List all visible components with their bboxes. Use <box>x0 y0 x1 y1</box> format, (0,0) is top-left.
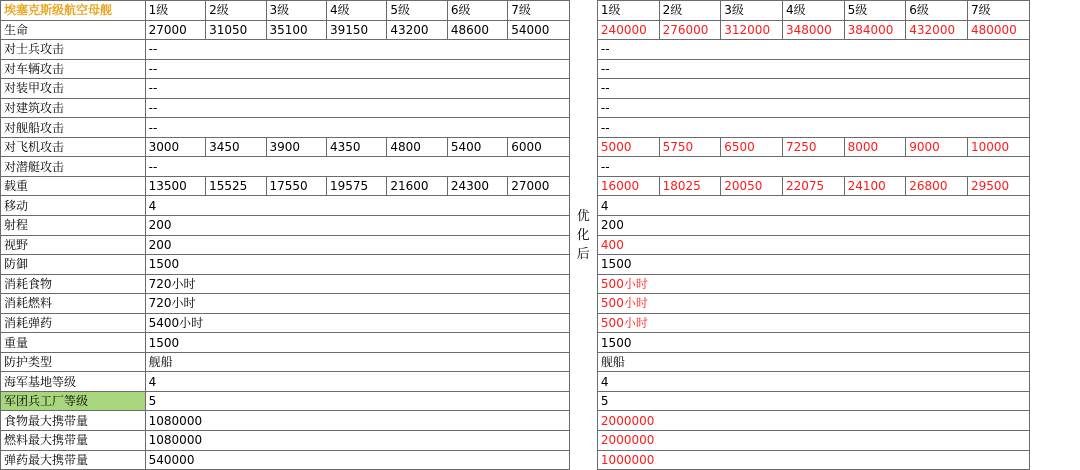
stat-value-right[interactable]: -- <box>597 59 1029 79</box>
level-header-left[interactable]: 1级 <box>145 1 205 21</box>
stat-label[interactable]: 消耗弹药 <box>1 313 146 333</box>
stat-value-left[interactable]: -- <box>145 59 569 79</box>
stat-label[interactable]: 消耗燃料 <box>1 294 146 314</box>
stat-value-right[interactable]: 舰船 <box>597 352 1029 372</box>
stat-label[interactable]: 燃料最大携带量 <box>1 431 146 451</box>
stat-value-right[interactable]: -- <box>597 79 1029 99</box>
stat-value-left[interactable]: -- <box>145 118 569 138</box>
stat-value-left[interactable]: 1500 <box>145 255 569 275</box>
stat-value-right[interactable]: 2000000 <box>597 431 1029 451</box>
stat-label[interactable]: 射程 <box>1 216 146 236</box>
level-header-right[interactable]: 3级 <box>721 1 783 21</box>
stat-row <box>1 255 1080 275</box>
stat-value-left[interactable]: -- <box>145 40 569 60</box>
stat-value-left[interactable]: 6000 <box>508 137 569 157</box>
stat-label[interactable]: 防护类型 <box>1 352 146 372</box>
stat-value-right[interactable]: 5750 <box>659 137 721 157</box>
stat-value-left[interactable]: 39150 <box>326 20 386 40</box>
stat-value-right[interactable]: 1500 <box>597 255 1029 275</box>
stat-value-left[interactable]: 17550 <box>266 176 326 196</box>
stat-value-right[interactable]: 6500 <box>721 137 783 157</box>
stat-value-left[interactable]: 13500 <box>145 176 205 196</box>
stat-row <box>1 40 1080 60</box>
level-header-left[interactable]: 2级 <box>206 1 266 21</box>
stat-row <box>1 79 1080 99</box>
stat-value-left[interactable]: 舰船 <box>145 352 569 372</box>
stat-value-right[interactable]: -- <box>597 157 1029 177</box>
stat-value-right[interactable]: -- <box>597 40 1029 60</box>
stat-label[interactable]: 食物最大携带量 <box>1 411 146 431</box>
stat-value-left[interactable]: 27000 <box>508 176 569 196</box>
stat-row <box>1 98 1080 118</box>
stat-row <box>1 352 1080 372</box>
stat-value-right[interactable]: 22075 <box>782 176 844 196</box>
stat-row <box>1 372 1080 392</box>
stat-value-left[interactable]: 4800 <box>387 137 447 157</box>
stat-value-right[interactable]: 432000 <box>906 20 968 40</box>
stat-row <box>1 294 1080 314</box>
stat-value-left[interactable]: 1080000 <box>145 411 569 431</box>
stat-row <box>1 411 1080 431</box>
stat-value-right[interactable]: 1000000 <box>597 450 1029 470</box>
stat-row <box>1 274 1080 294</box>
stat-label[interactable]: 生命 <box>1 20 146 40</box>
stat-value-left[interactable]: 5400 <box>447 137 507 157</box>
stat-value-left[interactable]: 200 <box>145 235 569 255</box>
stat-value-left[interactable]: -- <box>145 98 569 118</box>
stat-value-right[interactable]: 5 <box>597 391 1029 411</box>
stat-row <box>1 20 1080 40</box>
stat-row <box>1 118 1080 138</box>
stat-value-left[interactable]: 19575 <box>326 176 386 196</box>
stat-row <box>1 137 1080 157</box>
stat-value-right[interactable]: 29500 <box>967 176 1029 196</box>
stat-value-right[interactable]: 5000 <box>597 137 659 157</box>
stat-value-left[interactable]: 54000 <box>508 20 569 40</box>
stat-row <box>1 431 1080 451</box>
stat-value-left[interactable]: 35100 <box>266 20 326 40</box>
stat-row <box>1 216 1080 236</box>
level-header-left[interactable]: 6级 <box>447 1 507 21</box>
level-header-left[interactable]: 4级 <box>326 1 386 21</box>
stat-value-right[interactable]: 4 <box>597 196 1029 216</box>
stat-value-right[interactable]: 20050 <box>721 176 783 196</box>
level-header-right[interactable]: 6级 <box>906 1 968 21</box>
stat-label[interactable]: 对车辆攻击 <box>1 59 146 79</box>
stat-value-right[interactable]: 10000 <box>967 137 1029 157</box>
stat-value-right[interactable]: 7250 <box>782 137 844 157</box>
stat-label[interactable]: 对舰船攻击 <box>1 118 146 138</box>
stat-value-left[interactable]: 15525 <box>206 176 266 196</box>
stat-value-left[interactable]: 720小时 <box>145 274 569 294</box>
stat-row <box>1 157 1080 177</box>
stat-row <box>1 333 1080 353</box>
stat-value-right[interactable]: -- <box>597 98 1029 118</box>
optimized-label <box>569 1 597 470</box>
stat-value-right[interactable]: 500小时 <box>597 294 1029 314</box>
stat-label[interactable]: 对士兵攻击 <box>1 40 146 60</box>
stat-value-left[interactable]: -- <box>145 157 569 177</box>
stat-label[interactable]: 海军基地等级 <box>1 372 146 392</box>
stat-value-right[interactable]: 480000 <box>967 20 1029 40</box>
stat-value-left[interactable]: 4350 <box>326 137 386 157</box>
stat-value-left[interactable]: 5400小时 <box>145 313 569 333</box>
stat-value-right[interactable]: 1500 <box>597 333 1029 353</box>
stat-label[interactable]: 载重 <box>1 176 146 196</box>
stat-label[interactable]: 防御 <box>1 255 146 275</box>
stat-value-right[interactable]: 8000 <box>844 137 906 157</box>
stat-value-right[interactable]: 4 <box>597 372 1029 392</box>
stat-value-right[interactable]: 24100 <box>844 176 906 196</box>
stat-value-right[interactable]: 348000 <box>782 20 844 40</box>
level-header-right[interactable]: 4级 <box>782 1 844 21</box>
stat-value-left[interactable]: 1080000 <box>145 431 569 451</box>
level-header-right[interactable]: 5级 <box>844 1 906 21</box>
level-header-right[interactable]: 7级 <box>967 1 1029 21</box>
stat-value-right[interactable]: 240000 <box>597 20 659 40</box>
stat-row <box>1 313 1080 333</box>
stat-value-right[interactable]: 500小时 <box>597 313 1029 333</box>
stat-value-left[interactable]: 31050 <box>206 20 266 40</box>
ship-title[interactable]: 埃塞克斯级航空母舰 <box>1 1 146 21</box>
stat-value-right[interactable]: 9000 <box>906 137 968 157</box>
stat-label[interactable]: 消耗食物 <box>1 274 146 294</box>
level-header-left[interactable]: 3级 <box>266 1 326 21</box>
stat-value-left[interactable]: 27000 <box>145 20 205 40</box>
stat-value-left[interactable]: 720小时 <box>145 294 569 314</box>
level-header-left[interactable]: 7级 <box>508 1 569 21</box>
stat-value-right[interactable]: 200 <box>597 216 1029 236</box>
stat-value-left[interactable]: 1500 <box>145 333 569 353</box>
stat-label[interactable]: 对飞机攻击 <box>1 137 146 157</box>
level-header-right[interactable]: 1级 <box>597 1 659 21</box>
stat-value-right[interactable]: 276000 <box>659 20 721 40</box>
stat-label[interactable]: 对潜艇攻击 <box>1 157 146 177</box>
stat-value-right[interactable]: 500小时 <box>597 274 1029 294</box>
stat-label[interactable]: 视野 <box>1 235 146 255</box>
stat-value-right[interactable]: -- <box>597 118 1029 138</box>
stat-value-right[interactable]: 2000000 <box>597 411 1029 431</box>
stat-row <box>1 235 1080 255</box>
header-row <box>1 1 1080 21</box>
stat-row <box>1 450 1080 470</box>
stat-value-left[interactable]: 3900 <box>266 137 326 157</box>
stat-row <box>1 59 1080 79</box>
stat-value-left[interactable]: 200 <box>145 216 569 236</box>
stat-label[interactable]: 移动 <box>1 196 146 216</box>
stat-label[interactable]: 重量 <box>1 333 146 353</box>
stat-value-left[interactable]: -- <box>145 79 569 99</box>
stat-value-right[interactable]: 400 <box>597 235 1029 255</box>
stat-value-right[interactable]: 16000 <box>597 176 659 196</box>
level-header-left[interactable]: 5级 <box>387 1 447 21</box>
stat-value-left[interactable]: 21600 <box>387 176 447 196</box>
stat-value-left[interactable]: 540000 <box>145 450 569 470</box>
stat-value-left[interactable]: 24300 <box>447 176 507 196</box>
stat-label[interactable]: 对建筑攻击 <box>1 98 146 118</box>
level-header-right[interactable]: 2级 <box>659 1 721 21</box>
optimized-label-text: 优化后 <box>576 208 590 262</box>
stat-label[interactable]: 对装甲攻击 <box>1 79 146 99</box>
stat-value-left[interactable]: 43200 <box>387 20 447 40</box>
stat-label[interactable]: 军团兵工厂等级 <box>1 391 146 411</box>
stat-value-right[interactable]: 18025 <box>659 176 721 196</box>
stat-value-right[interactable]: 384000 <box>844 20 906 40</box>
stat-value-left[interactable]: 48600 <box>447 20 507 40</box>
stat-row <box>1 196 1080 216</box>
stat-value-left[interactable]: 3450 <box>206 137 266 157</box>
stat-value-right[interactable]: 26800 <box>906 176 968 196</box>
stat-row <box>1 176 1080 196</box>
stat-value-left[interactable]: 3000 <box>145 137 205 157</box>
stat-label[interactable]: 弹药最大携带量 <box>1 450 146 470</box>
sheet-body <box>1 1 1080 470</box>
stat-value-left[interactable]: 4 <box>145 196 569 216</box>
stat-value-right[interactable]: 312000 <box>721 20 783 40</box>
stat-value-left[interactable]: 5 <box>145 391 569 411</box>
stat-row <box>1 391 1080 411</box>
stat-value-left[interactable]: 4 <box>145 372 569 392</box>
